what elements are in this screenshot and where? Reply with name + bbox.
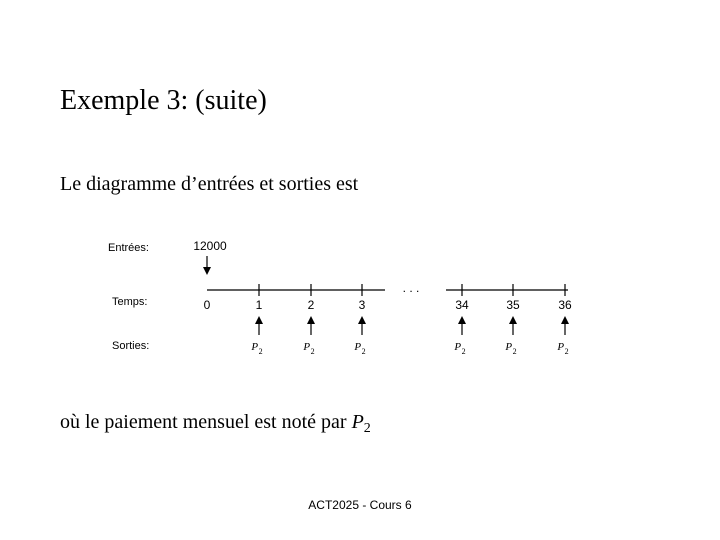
time-label: 3 — [358, 298, 366, 312]
footer: ACT2025 - Cours 6 — [308, 498, 412, 512]
time-label: 34 — [455, 298, 469, 312]
inflow-amount: 12000 — [193, 239, 227, 253]
time-label: 36 — [558, 298, 572, 312]
timeline-tick-labels — [204, 298, 572, 312]
payment-note-subscript: 2 — [363, 421, 371, 436]
payment-label: $P_2$ — [505, 341, 517, 356]
time-label: 2 — [307, 298, 315, 312]
payment-label: $P_2$ — [354, 341, 366, 356]
label-temps: Temps: — [112, 296, 148, 308]
payment-label: $P_2$ — [557, 341, 569, 356]
payment-label: $P_2$ — [454, 341, 466, 356]
payment-label: $P_2$ — [303, 341, 315, 356]
payment-note — [60, 408, 371, 436]
payment-label: $P_2$ — [251, 341, 263, 356]
payment-note-text: où le paiement mensuel est noté par — [60, 411, 352, 433]
intro-text: Le diagramme d’entrées et sorties est — [60, 173, 359, 195]
time-label: 0 — [203, 298, 211, 312]
slide-title: Exemple 3: (suite) — [60, 85, 267, 116]
payment-outflows — [250, 320, 568, 356]
label-sorties: Sorties: — [112, 340, 150, 352]
payment-note-variable: P — [351, 411, 364, 433]
timeline-ellipsis: . . . — [402, 281, 420, 295]
time-label: 35 — [506, 298, 520, 312]
time-label: 1 — [255, 298, 263, 312]
label-entrees: Entrées: — [108, 242, 149, 254]
